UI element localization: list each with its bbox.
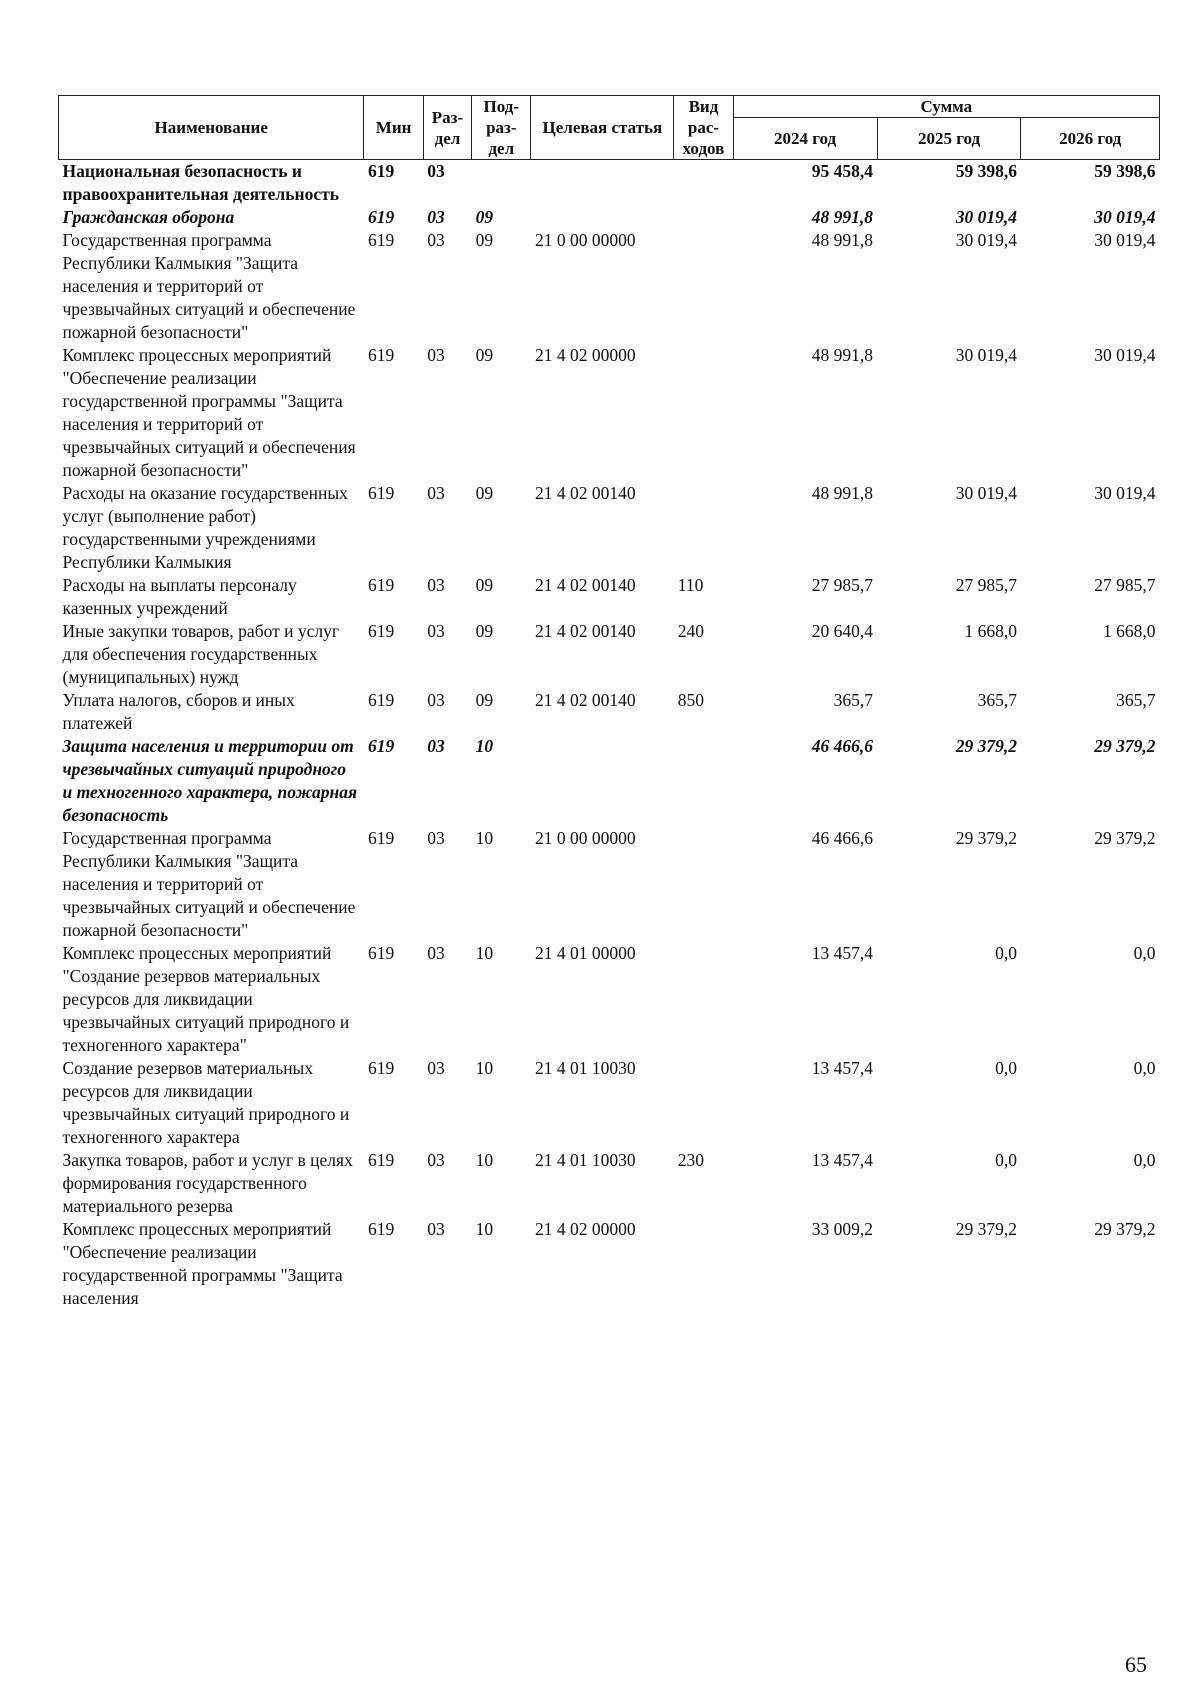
cell-2024: 48 991,8 bbox=[811, 483, 874, 503]
cell-vid-rashodov: 110 bbox=[677, 575, 704, 595]
header-name: Наименование bbox=[59, 96, 364, 160]
cell-vid-rashodov bbox=[674, 1218, 733, 1310]
cell-vid-rashodov bbox=[674, 160, 733, 207]
table-row bbox=[59, 620, 1160, 689]
cell-razdel: 03 bbox=[427, 1150, 445, 1170]
cell-celevaya-statya: 21 4 02 00140 bbox=[534, 575, 636, 595]
cell-2025: 30 019,4 bbox=[955, 483, 1017, 503]
table-row bbox=[59, 1149, 1160, 1218]
cell-vid-rashodov bbox=[674, 229, 733, 344]
cell-min: 619 bbox=[367, 690, 395, 710]
cell-razdel: 03 bbox=[427, 690, 445, 710]
cell-min: 619 bbox=[367, 736, 395, 756]
cell-podrazdel: 09 bbox=[475, 621, 494, 641]
cell-2026: 0,0 bbox=[1133, 1058, 1156, 1078]
cell-2025: 0,0 bbox=[995, 1150, 1017, 1170]
table-row bbox=[59, 942, 1160, 1057]
header-vid-rashodov: Вид рас-ходов bbox=[674, 96, 733, 160]
cell-podrazdel: 10 bbox=[475, 1150, 494, 1170]
cell-celevaya-statya: 21 0 00 00000 bbox=[534, 828, 636, 848]
cell-podrazdel bbox=[472, 160, 531, 207]
cell-min: 619 bbox=[367, 483, 395, 503]
cell-podrazdel: 10 bbox=[475, 1219, 494, 1239]
cell-min: 619 bbox=[367, 230, 395, 250]
header-summa: Сумма bbox=[733, 96, 1159, 118]
cell-razdel: 03 bbox=[427, 621, 445, 641]
cell-2026: 30 019,4 bbox=[1094, 207, 1156, 227]
cell-2025: 0,0 bbox=[995, 943, 1017, 963]
cell-min: 619 bbox=[367, 1219, 395, 1239]
cell-2025: 29 379,2 bbox=[955, 736, 1017, 756]
cell-2025: 0,0 bbox=[995, 1058, 1017, 1078]
cell-celevaya-statya: 21 4 02 00140 bbox=[534, 690, 636, 710]
cell-celevaya-statya: 21 0 00 00000 bbox=[534, 230, 636, 250]
table-row bbox=[59, 1218, 1160, 1310]
cell-name: Комплекс процессных мероприятий "Обеспечение реализации государственной программы "Защита населения и территорий от чрезвычайных ситуаций и обеспечения пожарной безопасности" bbox=[62, 345, 356, 480]
cell-2024: 13 457,4 bbox=[811, 1150, 874, 1170]
cell-2025: 30 019,4 bbox=[955, 345, 1017, 365]
header-min: Мин bbox=[364, 96, 423, 160]
header-podrazdel: Под-раз-дел bbox=[472, 96, 531, 160]
cell-2024: 13 457,4 bbox=[811, 1058, 874, 1078]
cell-celevaya-statya bbox=[531, 206, 674, 229]
cell-celevaya-statya bbox=[531, 735, 674, 827]
cell-name: Комплекс процессных мероприятий "Обеспечение реализации государственной программы "Защита населения bbox=[62, 1219, 343, 1308]
cell-name: Расходы на оказание государственных услуг (выполнение работ) государственными учреждениями Республики Калмыкия bbox=[62, 483, 348, 572]
cell-razdel: 03 bbox=[427, 736, 445, 756]
cell-razdel: 03 bbox=[427, 207, 445, 227]
cell-vid-rashodov bbox=[674, 482, 733, 574]
cell-2024: 48 991,8 bbox=[811, 230, 874, 250]
table-row bbox=[59, 574, 1160, 620]
cell-celevaya-statya: 21 4 02 00140 bbox=[534, 483, 636, 503]
cell-name: Расходы на выплаты персоналу казенных учреждений bbox=[62, 575, 297, 618]
cell-2026: 27 985,7 bbox=[1094, 575, 1156, 595]
cell-2026: 29 379,2 bbox=[1094, 736, 1156, 756]
cell-name: Защита населения и территории от чрезвычайных ситуаций природного и техногенного характера, пожарная безопасность bbox=[62, 736, 358, 825]
table-row bbox=[59, 827, 1160, 942]
cell-2026: 365,7 bbox=[1116, 690, 1156, 710]
cell-vid-rashodov bbox=[674, 1057, 733, 1149]
cell-podrazdel: 10 bbox=[475, 1058, 494, 1078]
cell-vid-rashodov bbox=[674, 827, 733, 942]
cell-celevaya-statya bbox=[531, 160, 674, 207]
cell-name: Государственная программа Республики Калмыкия "Защита населения и территорий от чрезвычайных ситуаций и обеспечение пожарной безопасности" bbox=[62, 230, 356, 342]
header-2025: 2025 год bbox=[877, 118, 1021, 160]
cell-2026: 1 668,0 bbox=[1103, 621, 1156, 641]
table-row bbox=[59, 482, 1160, 574]
cell-podrazdel: 10 bbox=[475, 943, 494, 963]
cell-2026: 0,0 bbox=[1133, 1150, 1156, 1170]
cell-celevaya-statya: 21 4 02 00000 bbox=[534, 345, 636, 365]
cell-2025: 30 019,4 bbox=[955, 230, 1017, 250]
cell-2026: 29 379,2 bbox=[1094, 828, 1156, 848]
cell-name: Комплекс процессных мероприятий "Создание резервов материальных ресурсов для ликвидации чрезвычайных ситуаций природного и техногенного характера" bbox=[62, 943, 350, 1055]
cell-podrazdel: 09 bbox=[475, 345, 494, 365]
table-body bbox=[59, 160, 1160, 1311]
cell-min: 619 bbox=[367, 1150, 395, 1170]
table-row bbox=[59, 229, 1160, 344]
cell-vid-rashodov bbox=[674, 942, 733, 1057]
document-page bbox=[58, 95, 1160, 1310]
cell-min: 619 bbox=[367, 828, 395, 848]
cell-2025: 59 398,6 bbox=[955, 161, 1017, 181]
cell-razdel: 03 bbox=[427, 1219, 445, 1239]
cell-razdel: 03 bbox=[427, 161, 445, 181]
header-2024: 2024 год bbox=[733, 118, 877, 160]
cell-razdel: 03 bbox=[427, 345, 445, 365]
cell-2025: 29 379,2 bbox=[955, 1219, 1017, 1239]
cell-2025: 365,7 bbox=[977, 690, 1017, 710]
cell-2024: 365,7 bbox=[833, 690, 874, 710]
cell-name: Уплата налогов, сборов и иных платежей bbox=[62, 690, 295, 733]
cell-podrazdel: 09 bbox=[475, 690, 494, 710]
cell-razdel: 03 bbox=[427, 1058, 445, 1078]
cell-2025: 1 668,0 bbox=[964, 621, 1017, 641]
cell-celevaya-statya: 21 4 01 00000 bbox=[534, 943, 636, 963]
cell-podrazdel: 09 bbox=[475, 483, 494, 503]
cell-2024: 48 991,8 bbox=[811, 207, 874, 227]
cell-vid-rashodov bbox=[674, 735, 733, 827]
cell-min: 619 bbox=[367, 345, 395, 365]
cell-name: Государственная программа Республики Калмыкия "Защита населения и территорий от чрезвычайных ситуаций и обеспечение пожарной безопасности" bbox=[62, 828, 356, 940]
cell-min: 619 bbox=[367, 943, 395, 963]
cell-2025: 30 019,4 bbox=[955, 207, 1017, 227]
cell-celevaya-statya: 21 4 02 00000 bbox=[534, 1219, 636, 1239]
budget-table bbox=[58, 95, 1160, 1310]
cell-2024: 46 466,6 bbox=[811, 828, 874, 848]
header-2026: 2026 год bbox=[1021, 118, 1160, 160]
table-header bbox=[59, 96, 1160, 160]
cell-vid-rashodov bbox=[674, 344, 733, 482]
cell-name: Национальная безопасность и правоохранительная деятельность bbox=[62, 161, 339, 204]
cell-podrazdel: 09 bbox=[475, 230, 494, 250]
cell-2025: 29 379,2 bbox=[955, 828, 1017, 848]
cell-celevaya-statya: 21 4 01 10030 bbox=[534, 1150, 636, 1170]
cell-min: 619 bbox=[367, 1058, 395, 1078]
cell-vid-rashodov: 240 bbox=[677, 621, 705, 641]
table-row bbox=[59, 735, 1160, 827]
cell-2026: 30 019,4 bbox=[1094, 230, 1156, 250]
cell-2024: 33 009,2 bbox=[811, 1219, 874, 1239]
cell-2024: 13 457,4 bbox=[811, 943, 874, 963]
cell-razdel: 03 bbox=[427, 943, 445, 963]
header-celevaya-statya: Целевая статья bbox=[531, 96, 674, 160]
cell-2024: 46 466,6 bbox=[811, 736, 874, 756]
cell-min: 619 bbox=[367, 621, 395, 641]
cell-2026: 29 379,2 bbox=[1094, 1219, 1156, 1239]
table-row bbox=[59, 1057, 1160, 1149]
cell-celevaya-statya: 21 4 02 00140 bbox=[534, 621, 636, 641]
cell-min: 619 bbox=[367, 161, 395, 181]
cell-razdel: 03 bbox=[427, 483, 445, 503]
cell-name: Иные закупки товаров, работ и услуг для обеспечения государственных (муниципальных) нужд bbox=[62, 621, 340, 687]
cell-name: Создание резервов материальных ресурсов для ликвидации чрезвычайных ситуаций природного и техногенного характера bbox=[62, 1058, 350, 1147]
cell-podrazdel: 10 bbox=[475, 736, 494, 756]
table-row bbox=[59, 689, 1160, 735]
cell-2024: 48 991,8 bbox=[811, 345, 874, 365]
cell-2026: 0,0 bbox=[1133, 943, 1156, 963]
cell-2025: 27 985,7 bbox=[955, 575, 1017, 595]
cell-razdel: 03 bbox=[427, 575, 445, 595]
table-row bbox=[59, 206, 1160, 229]
table-row bbox=[59, 160, 1160, 207]
cell-razdel: 03 bbox=[427, 230, 445, 250]
cell-podrazdel: 09 bbox=[475, 575, 494, 595]
cell-2024: 27 985,7 bbox=[811, 575, 874, 595]
table-row bbox=[59, 344, 1160, 482]
cell-vid-rashodov: 230 bbox=[677, 1150, 705, 1170]
cell-name: Закупка товаров, работ и услуг в целях формирования государственного материального резерва bbox=[62, 1150, 353, 1216]
cell-2026: 30 019,4 bbox=[1094, 483, 1156, 503]
cell-name: Гражданская оборона bbox=[62, 207, 235, 227]
cell-celevaya-statya: 21 4 01 10030 bbox=[534, 1058, 636, 1078]
cell-podrazdel: 10 bbox=[475, 828, 494, 848]
cell-2024: 20 640,4 bbox=[811, 621, 874, 641]
cell-vid-rashodov bbox=[674, 206, 733, 229]
page-number: 65 bbox=[1125, 1652, 1147, 1677]
cell-min: 619 bbox=[367, 575, 395, 595]
cell-2024: 95 458,4 bbox=[811, 161, 874, 181]
header-razdel: Раз-дел bbox=[423, 96, 471, 160]
cell-vid-rashodov: 850 bbox=[677, 690, 705, 710]
cell-razdel: 03 bbox=[427, 828, 445, 848]
cell-2026: 59 398,6 bbox=[1094, 161, 1156, 181]
cell-podrazdel: 09 bbox=[475, 207, 494, 227]
cell-min: 619 bbox=[367, 207, 395, 227]
cell-2026: 30 019,4 bbox=[1094, 345, 1156, 365]
